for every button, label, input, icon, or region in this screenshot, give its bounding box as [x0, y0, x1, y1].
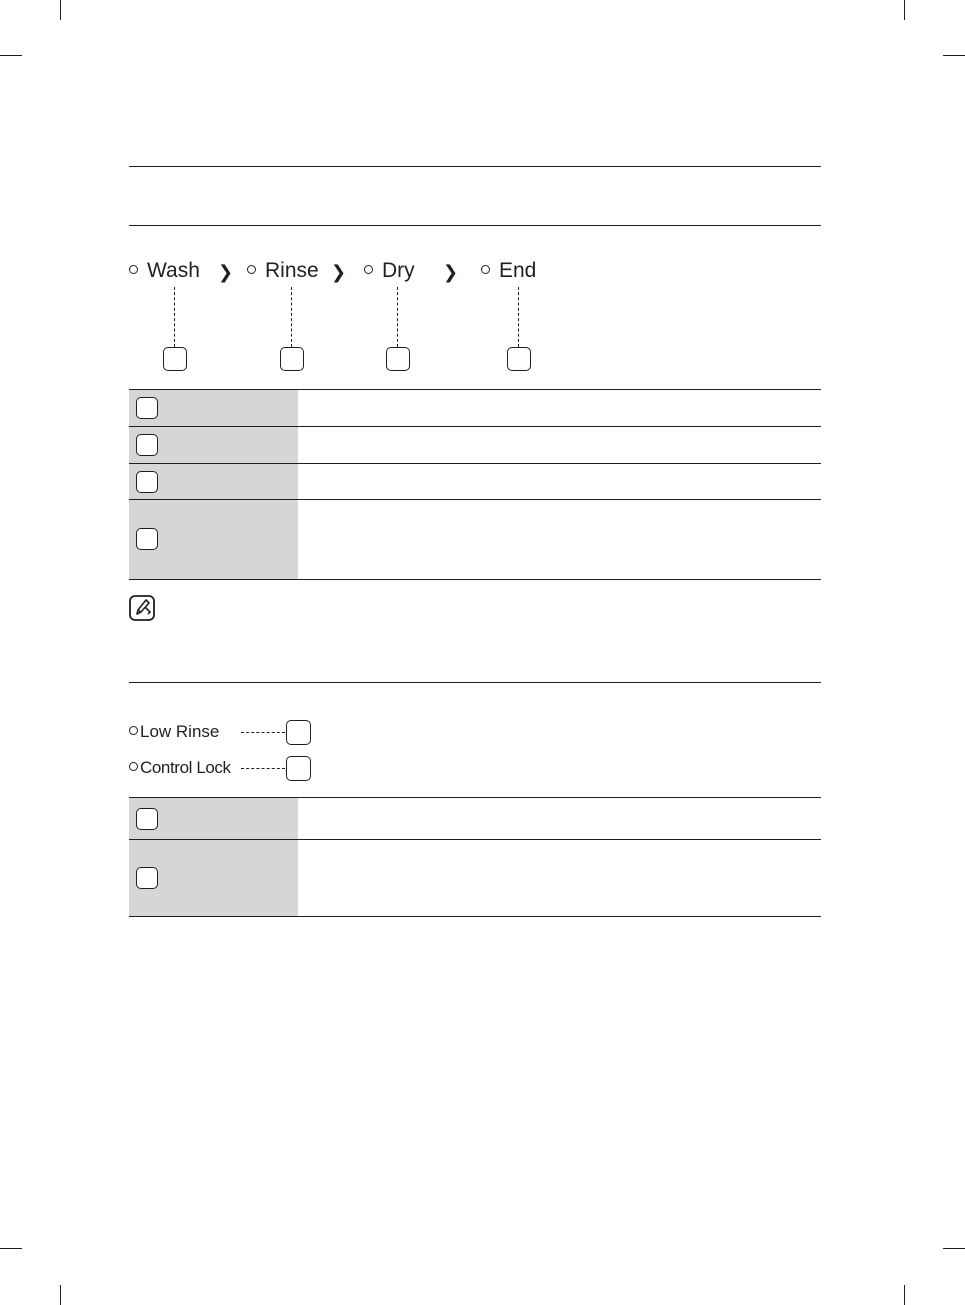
status-dot-icon	[129, 726, 138, 735]
callout-marker	[286, 720, 311, 745]
cycle-step-wash	[129, 258, 200, 284]
section-rule	[129, 225, 821, 226]
row-description	[309, 840, 821, 916]
callout-leader	[397, 287, 398, 347]
callout-marker	[386, 347, 410, 371]
cycle-step-rinse	[247, 258, 319, 284]
status-dot-icon	[129, 265, 138, 274]
section-rule	[129, 682, 821, 683]
option-low-rinse	[129, 722, 219, 742]
callout-leader	[241, 732, 285, 733]
callout-marker	[136, 867, 158, 889]
option-control-lock	[129, 758, 231, 778]
callout-marker	[136, 471, 158, 493]
cycle-step-dry	[364, 258, 415, 284]
status-dot-icon	[481, 265, 490, 274]
row-label-cell	[129, 464, 298, 499]
row-description	[309, 500, 821, 579]
note-pencil-icon	[129, 595, 155, 621]
section-rule	[129, 166, 821, 167]
callout-leader	[291, 287, 292, 347]
callout-leader	[174, 287, 175, 347]
callout-marker	[136, 434, 158, 456]
crop-mark	[60, 1285, 61, 1305]
row-label-cell	[129, 840, 298, 916]
cycle-step-end	[481, 258, 536, 284]
crop-mark	[60, 0, 61, 20]
cycle-step-label: Dry	[382, 259, 415, 282]
callout-marker	[136, 397, 158, 419]
row-label-cell	[129, 427, 298, 463]
row-label-cell	[129, 500, 298, 579]
row-description	[309, 427, 821, 463]
callout-marker	[136, 528, 158, 550]
callout-marker	[136, 808, 158, 830]
table-row	[129, 840, 821, 917]
callout-leader	[518, 287, 519, 347]
crop-mark	[0, 55, 22, 56]
cycle-step-label: End	[499, 259, 537, 282]
cycle-step-label: Wash	[147, 259, 200, 282]
row-description	[309, 464, 821, 499]
table-row	[129, 500, 821, 580]
option-table	[129, 797, 821, 798]
status-dot-icon	[129, 762, 138, 771]
crop-mark	[943, 1248, 965, 1249]
cycle-table	[129, 389, 821, 390]
callout-marker	[163, 347, 187, 371]
status-dot-icon	[364, 265, 373, 274]
callout-marker	[507, 347, 531, 371]
table-row	[129, 464, 821, 500]
callout-marker	[280, 347, 304, 371]
table-row	[129, 390, 821, 427]
table-row	[129, 798, 821, 840]
row-label-cell	[129, 390, 298, 426]
chevron-right-icon: ❯	[331, 262, 347, 282]
crop-mark	[0, 1248, 22, 1249]
row-label-cell	[129, 798, 298, 839]
cycle-step-label: Rinse	[265, 259, 319, 282]
callout-leader	[241, 768, 285, 769]
crop-mark	[904, 1285, 905, 1305]
option-label: Low Rinse	[140, 722, 220, 741]
crop-mark	[943, 55, 965, 56]
crop-mark	[904, 0, 905, 20]
option-label: Control Lock	[140, 758, 231, 777]
row-description	[309, 798, 821, 839]
table-row	[129, 427, 821, 464]
chevron-right-icon: ❯	[218, 262, 234, 282]
status-dot-icon	[247, 265, 256, 274]
chevron-right-icon: ❯	[443, 262, 459, 282]
row-description	[309, 390, 821, 426]
callout-marker	[286, 756, 311, 781]
